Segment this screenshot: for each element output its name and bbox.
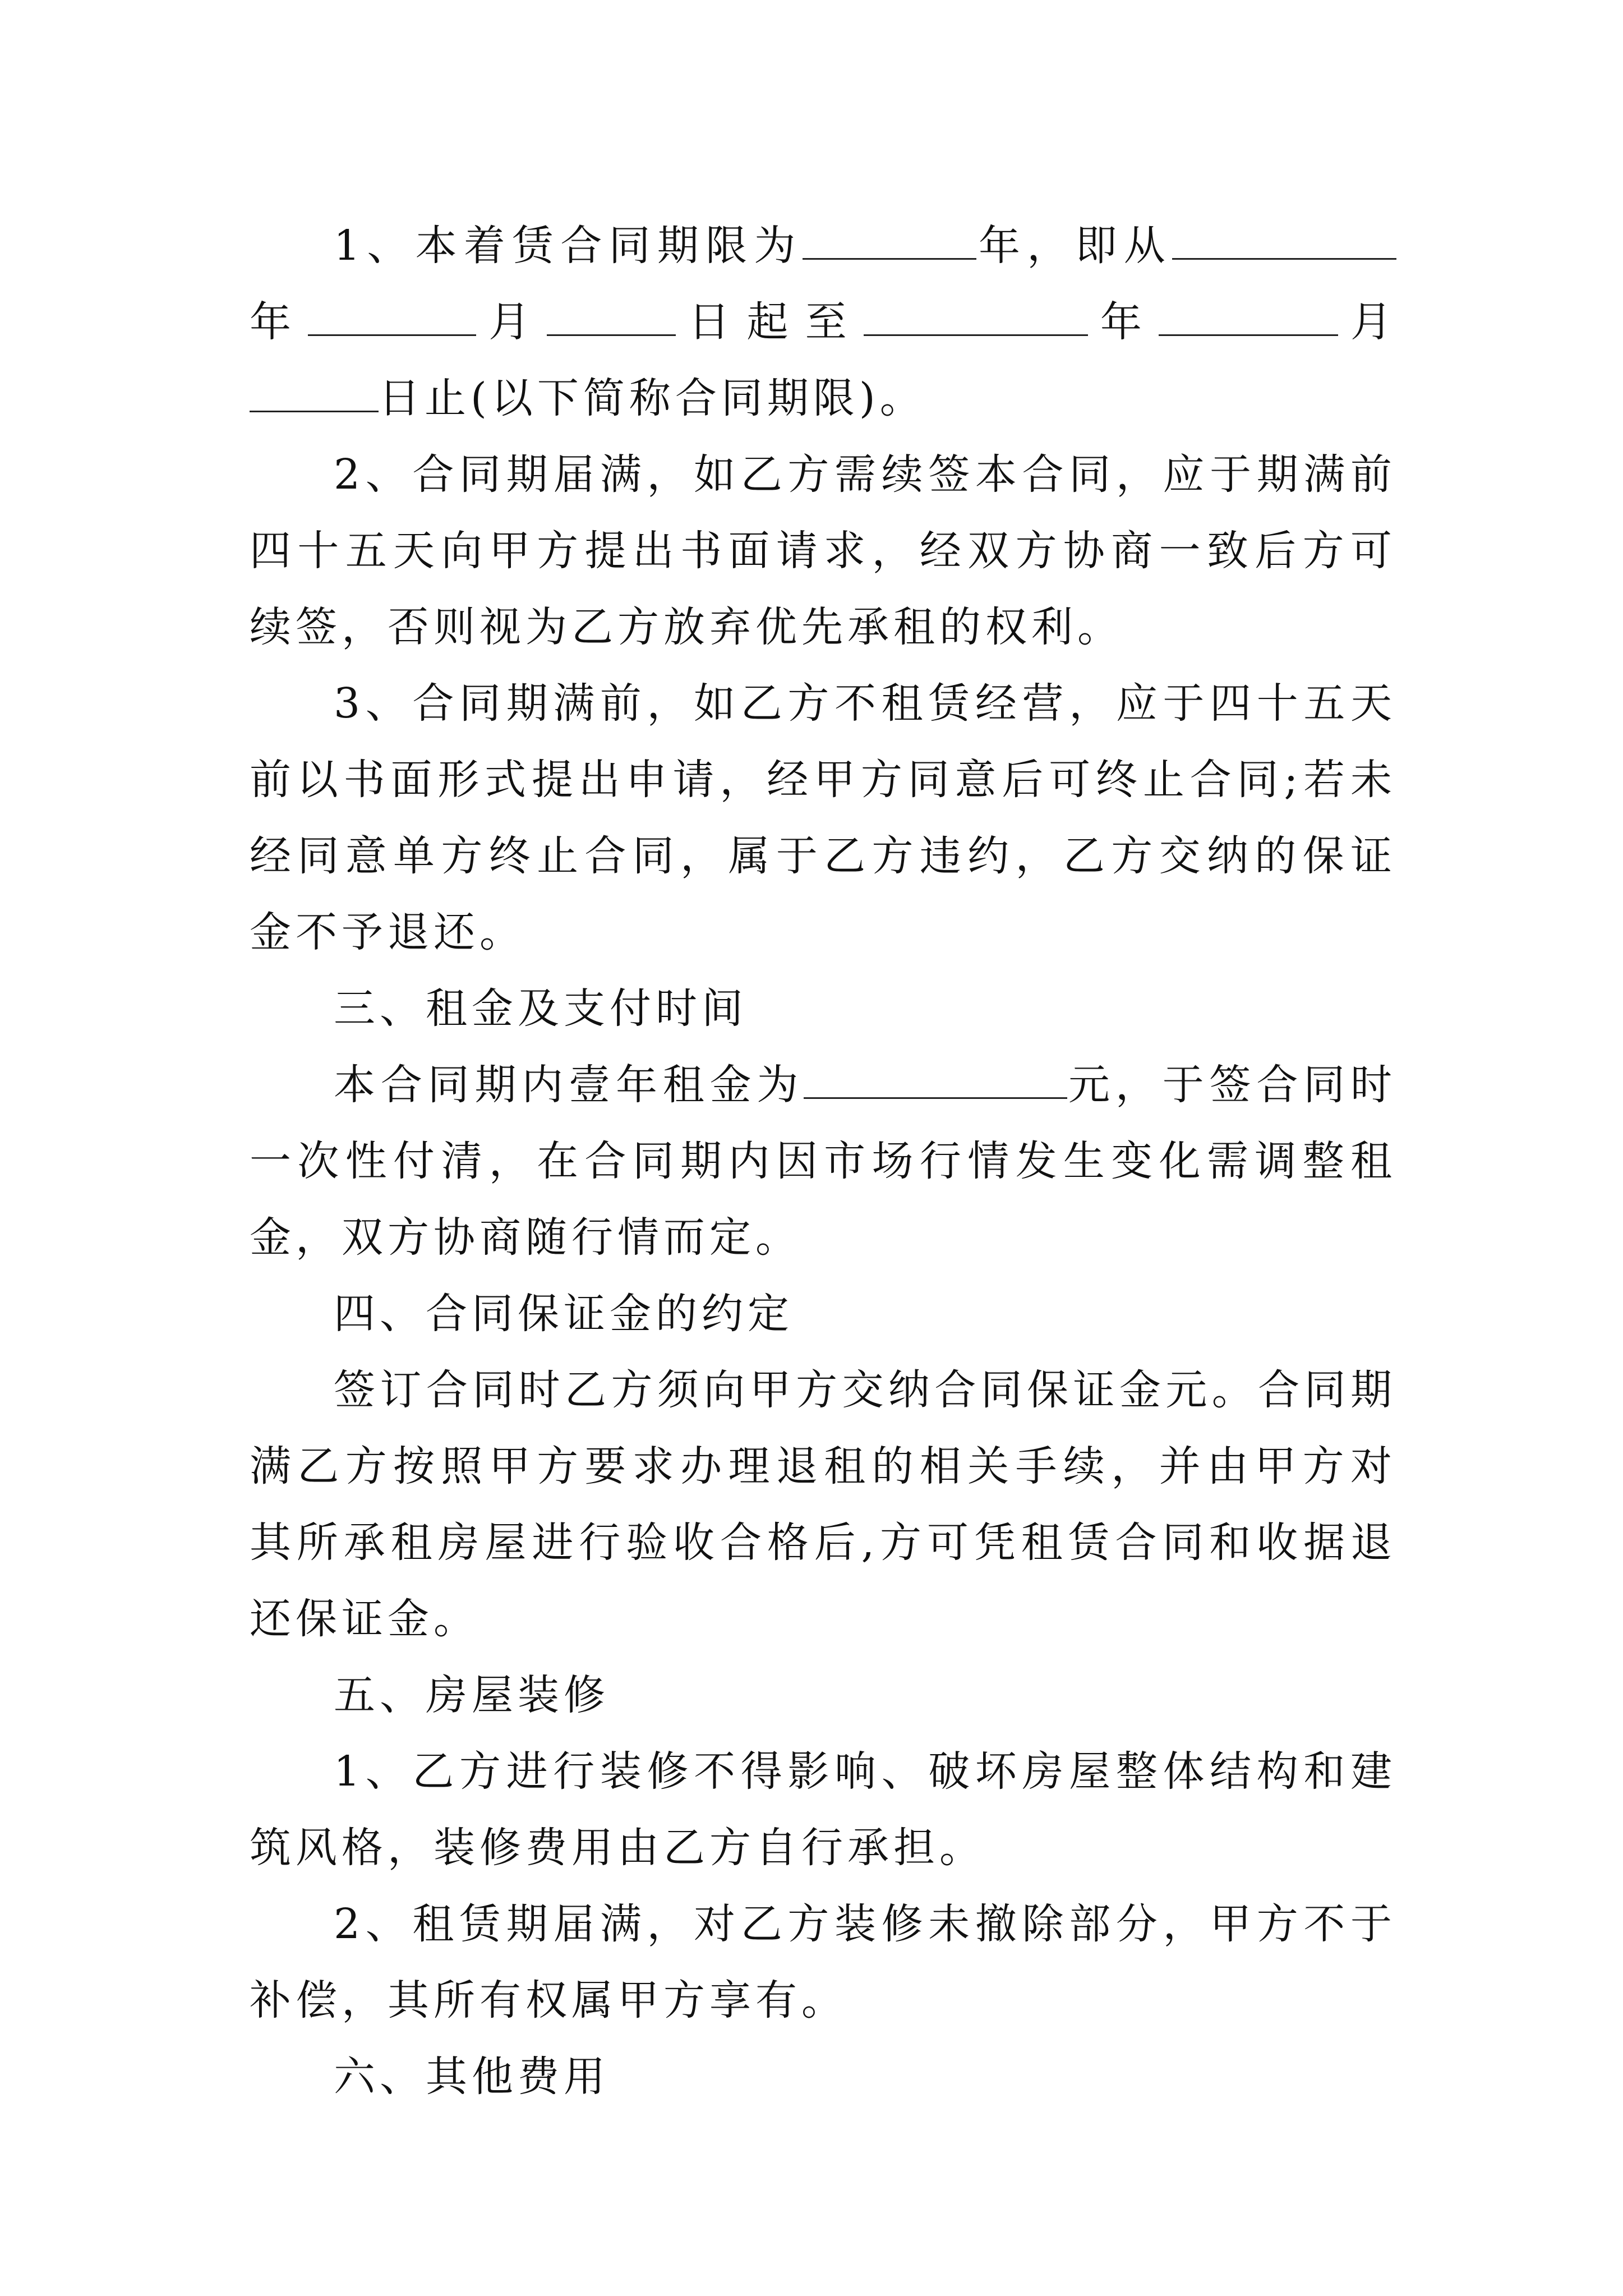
clause-rent xyxy=(250,1047,1396,1276)
blank-start-year[interactable] xyxy=(1172,224,1396,260)
blank-start-month[interactable] xyxy=(308,301,476,336)
clause-1-text-7: 月 xyxy=(1338,298,1397,346)
clause-term-period xyxy=(250,208,1396,436)
clause-early-termination: 3、合同期满前，如乙方不租赁经营，应于四十五天前以书面形式提出申请，经甲方同意后可终止合同;若未经同意单方终止合同，属于乙方违约，乙方交纳的保证金不予退还。 xyxy=(250,679,1396,956)
section-heading-other-fees: 六、其他费用 xyxy=(334,2053,610,2101)
clause-1-text-8: 日止(以下简称合同期限)。 xyxy=(379,374,926,422)
clause-1-text-3: 年 xyxy=(250,298,308,346)
document-page xyxy=(250,208,1396,2115)
clause-renovation-1: 1、乙方进行装修不得影响、破坏房屋整体结构和建筑风格，装修费用由乙方自行承担。 xyxy=(250,1747,1396,1872)
blank-end-year[interactable] xyxy=(864,301,1088,336)
section-heading-rent: 三、租金及支付时间 xyxy=(334,984,748,1033)
blank-end-day[interactable] xyxy=(250,377,379,412)
clause-1-text-5: 日起至 xyxy=(676,298,864,346)
blank-start-day[interactable] xyxy=(547,301,676,336)
blank-end-month[interactable] xyxy=(1159,301,1338,336)
rent-text-1: 本合同期内壹年租金为 xyxy=(334,1061,804,1109)
blank-rent-amount[interactable] xyxy=(804,1064,1067,1099)
clause-deposit: 签订合同时乙方须向甲方交纳合同保证金元。合同期满乙方按照甲方要求办理退租的相关手续，并由甲方对其所承租房屋进行验收合格后,方可凭租赁合同和收据退还保证金。 xyxy=(250,1366,1396,1643)
clause-1-text-6: 年 xyxy=(1087,298,1159,346)
clause-1-text-4: 月 xyxy=(476,298,547,346)
blank-years[interactable] xyxy=(803,224,976,260)
rent-text-2: 元，于签合同时一次性付清，在合同期内因市场行情发生变化需调整租金，双方协商随行情而定。 xyxy=(250,1061,1396,1262)
clause-1-text-1: 1、本着赁合同期限为 xyxy=(334,222,803,270)
clause-1-text-2: 年，即从 xyxy=(976,222,1172,270)
clause-renovation-2: 2、租赁期届满，对乙方装修未撤除部分，甲方不于补偿，其所有权属甲方享有。 xyxy=(250,1900,1396,2024)
clause-renewal: 2、合同期届满，如乙方需续签本合同，应于期满前四十五天向甲方提出书面请求，经双方协商一致后方可续签，否则视为乙方放弃优先承租的权利。 xyxy=(250,450,1396,651)
section-heading-renovation: 五、房屋装修 xyxy=(334,1671,610,1719)
section-heading-deposit: 四、合同保证金的约定 xyxy=(334,1290,794,1338)
